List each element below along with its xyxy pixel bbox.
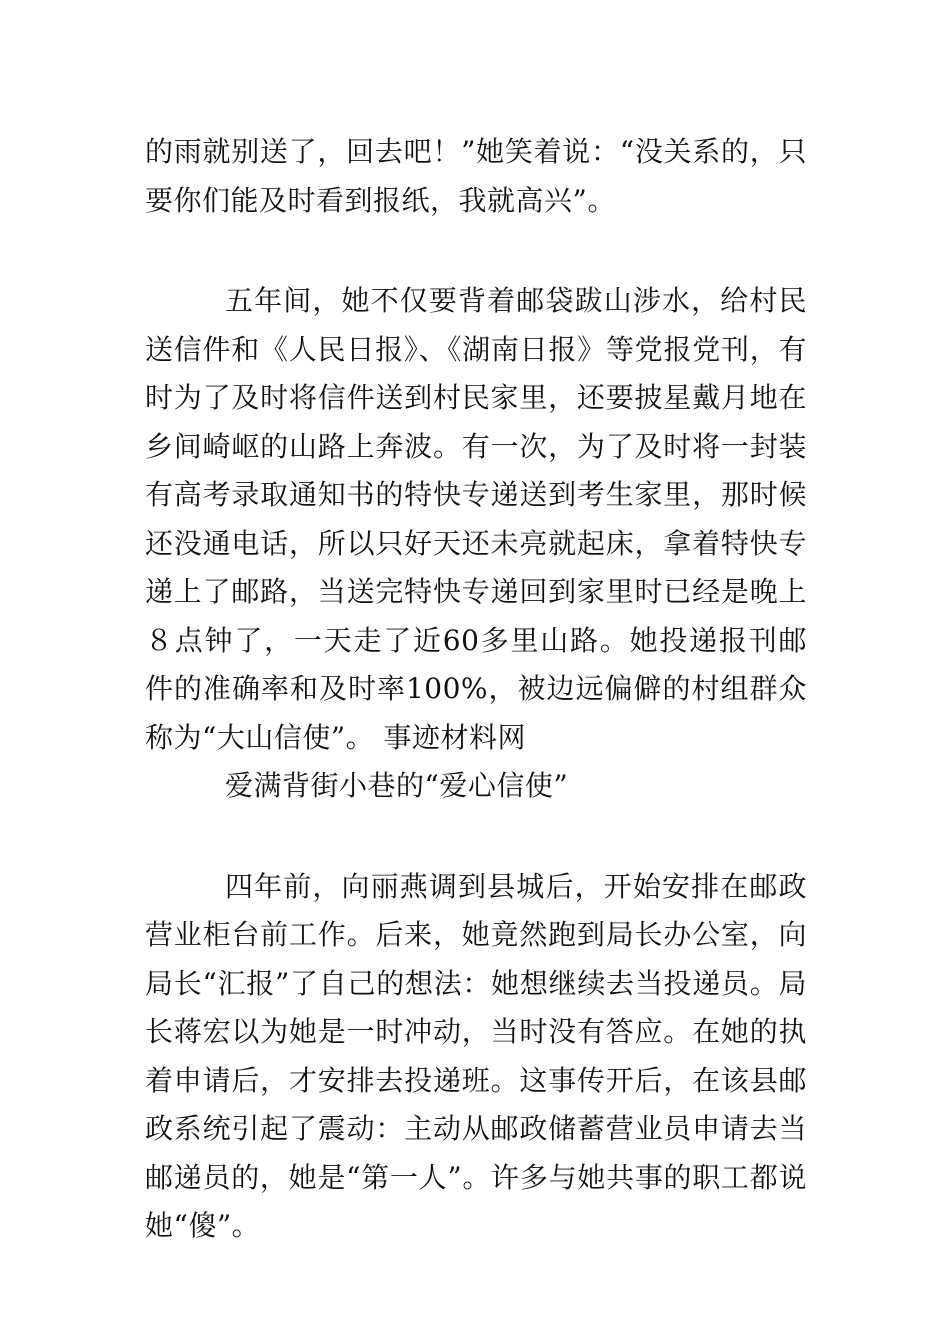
document-body [145, 128, 807, 1251]
section-heading: 爱满背街小巷的“爱心信使” [225, 769, 569, 802]
paragraph-continuation: 的雨就别送了，回去吧！”她笑着说：“没关系的，只要你们能及时看到报纸，我就高兴”。 [145, 135, 807, 217]
paragraph-five-years: 五年间，她不仅要背着邮袋跋山涉水，给村民送信件和《人民日报》、《湖南日报》等党报党刊，有时为了及时将信件送到村民家里，还要披星戴月地在乡间崎岖的山路上奔波。有一次，为了及时将一封装有高考录取通知书的特快专递送到考生家里，那时候还没通电话，所以只好天还未亮就起床，拿着特快专递上了邮路，当送完特快专递回到家里时已经是晚上８点钟了，一天走了近60多里山路。她投递报刊邮件的准确率和及时率100%，被边远偏僻的村组群众称为“大山信使”。 事迹材料网 [145, 284, 807, 754]
paragraph-four-years-ago: 四年前，向丽燕调到县城后，开始安排在邮政营业柜台前工作。后来，她竟然跑到局长办公室，向局长“汇报”了自己的想法：她想继续去当投递员。局长蒋宏以为她是一时冲动，当时没有答应。在她的执着申请后，才安排去投递班。这事传开后，在该县邮政系统引起了震动：主动从邮政储蓄营业员申请去当邮递员的，她是“第一人”。许多与她共事的职工都说她“傻”。 [145, 869, 807, 1242]
